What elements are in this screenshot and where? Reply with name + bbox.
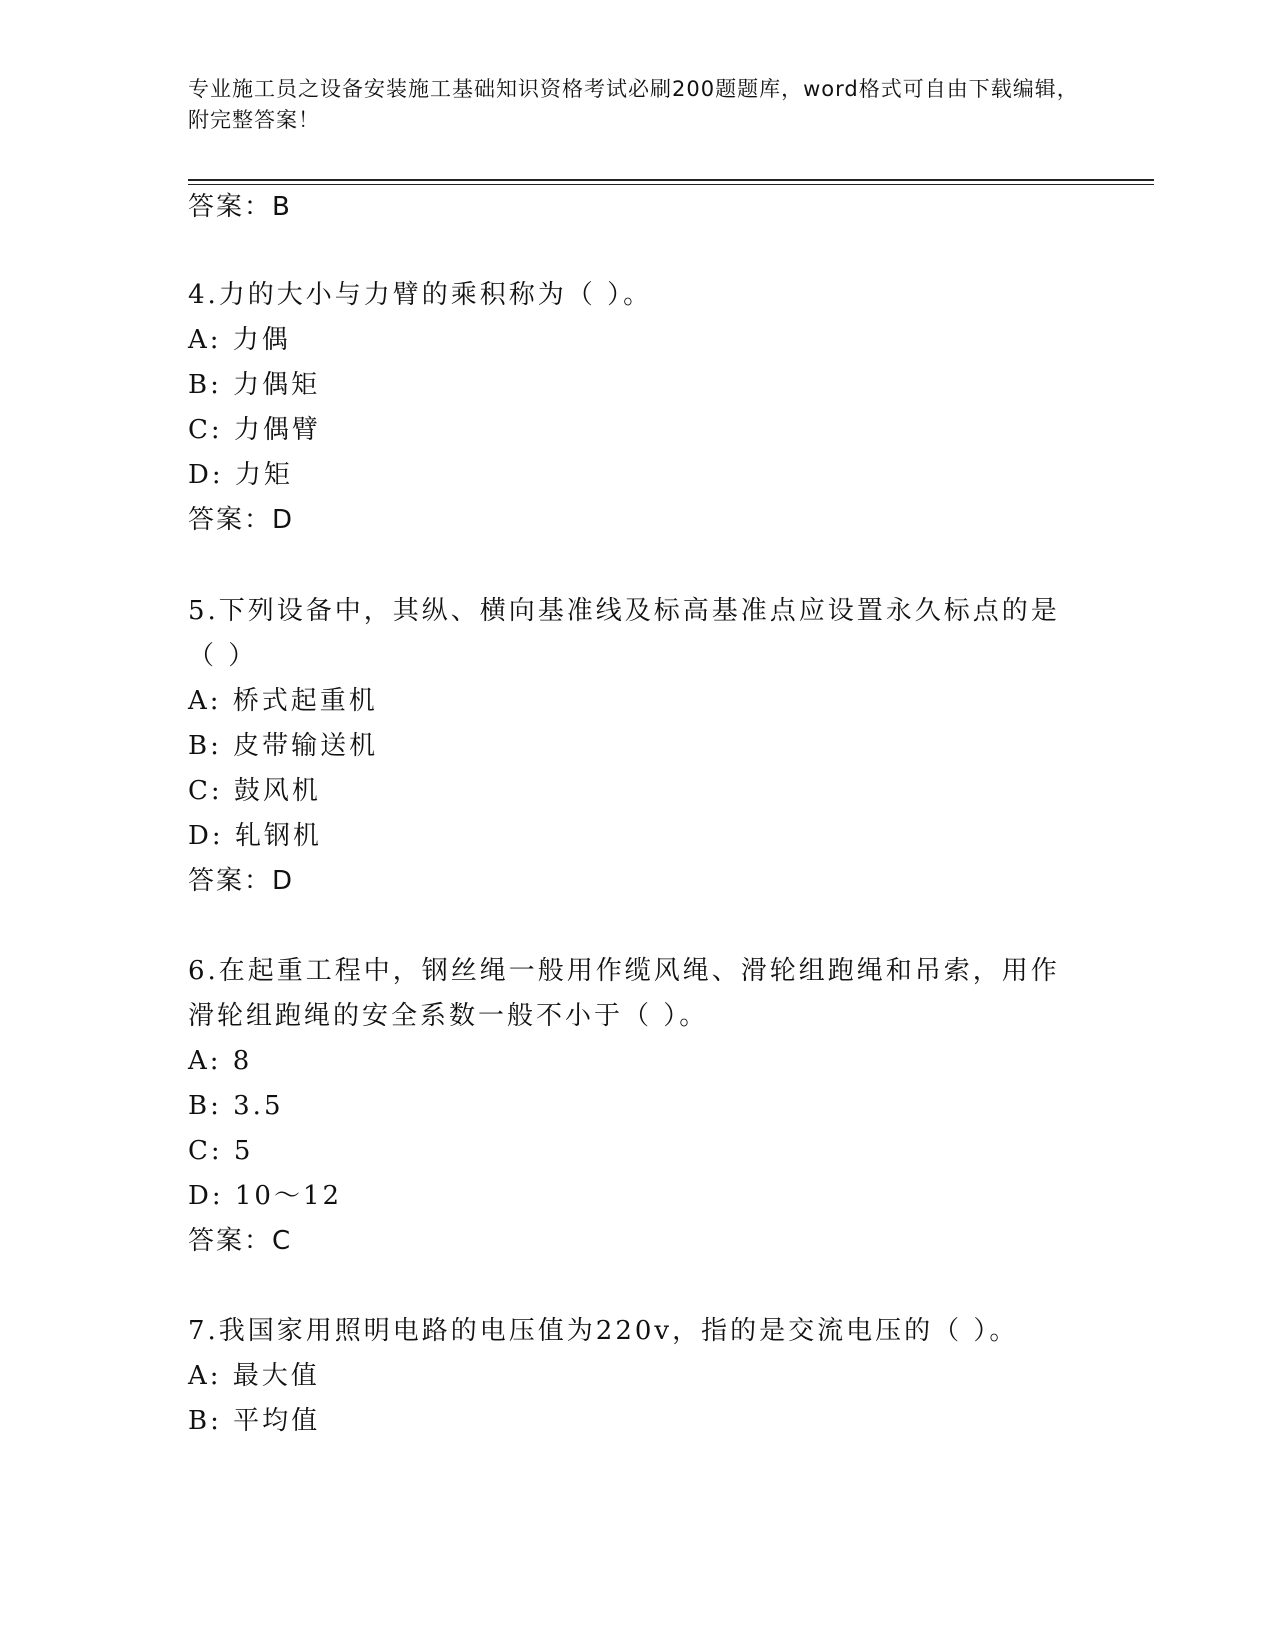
option-d: D: 力矩 (188, 460, 293, 490)
option-b: B: 力偶矩 (188, 370, 321, 400)
option-a: A: 8 (188, 1046, 253, 1076)
answer-line: 答案：B (188, 192, 292, 222)
option-b: B: 3.5 (188, 1091, 284, 1121)
option-a: A: 桥式起重机 (188, 686, 378, 716)
option-d: D: 轧钢机 (188, 821, 322, 851)
option-b: B: 平均值 (188, 1406, 321, 1436)
option-a: A: 力偶 (188, 325, 291, 355)
option-b: B: 皮带输送机 (188, 731, 379, 761)
question-stem: 7.我国家用照明电路的电压值为220v，指的是交流电压的（ ）。 (188, 1316, 1019, 1346)
option-c: C: 鼓风机 (188, 776, 321, 806)
question-stem-continued: 滑轮组跑绳的安全系数一般不小于（ ）。 (188, 1001, 709, 1031)
answer-line: 答案：C (188, 1226, 293, 1256)
header-divider-thin (188, 184, 1154, 185)
question-stem: 5.下列设备中，其纵、横向基准线及标高基准点应设置永久标点的是 (188, 596, 1060, 626)
option-c: C: 5 (188, 1136, 254, 1166)
document-header: 专业施工员之设备安装施工基础知识资格考试必刷200题题库，word格式可自由下载编辑，附完整答案！ (188, 77, 1079, 132)
question-stem: 6.在起重工程中，钢丝绳一般用作缆风绳、滑轮组跑绳和吊索，用作 (188, 956, 1060, 986)
question-stem-continued: （ ） (188, 641, 258, 671)
option-c: C: 力偶臂 (188, 415, 321, 445)
option-d: D: 10～12 (188, 1181, 343, 1211)
option-a: A: 最大值 (188, 1361, 320, 1391)
header-divider (188, 179, 1154, 181)
answer-line: 答案：D (188, 505, 295, 535)
question-stem: 4.力的大小与力臂的乘积称为（ ）。 (188, 280, 653, 310)
answer-line: 答案：D (188, 866, 295, 896)
